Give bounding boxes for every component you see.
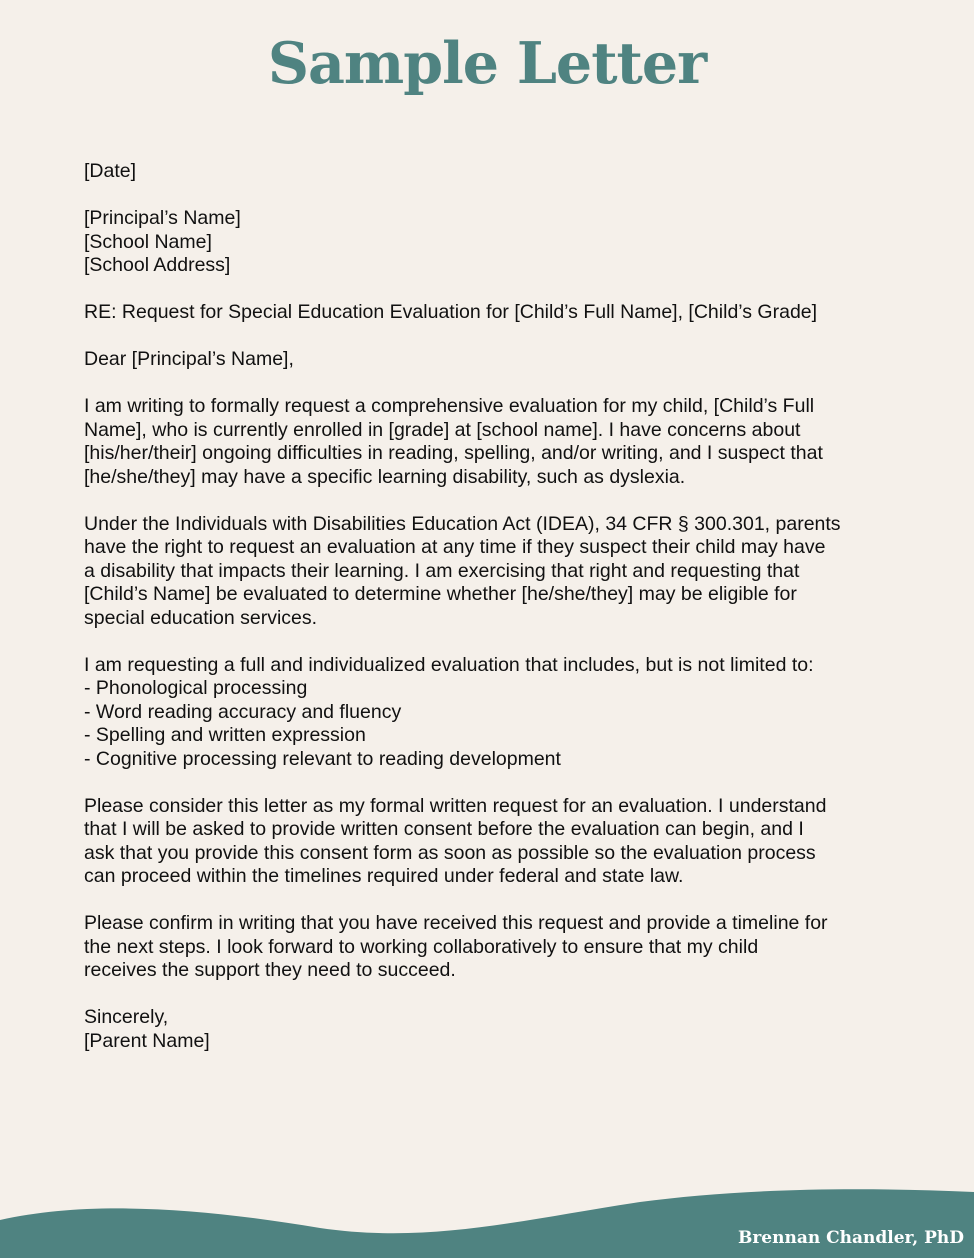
list-item: - Cognitive processing relevant to reading development [84,747,561,770]
paragraph-line: a disability that impacts their learning. I am exercising that right and requesting that [84,559,800,582]
page-title: Sample Letter [267,30,707,97]
paragraph-line: Please confirm in writing that you have received this request and provide a timeline for [84,912,828,934]
paragraph-4 [84,912,914,983]
paragraph-line: [Child’s Name] be evaluated to determine whether [he/she/they] may be eligible for [84,583,797,605]
subject-line [84,301,914,325]
paragraph-line: the next steps. I look forward to working collaboratively to ensure that my child [84,935,759,958]
letter-date [84,160,914,184]
salutation-text: Dear [Principal’s Name], [84,348,294,370]
paragraph-line: [he/she/they] may have a specific learning disability, such as dyslexia. [84,465,686,488]
school-address: [School Address] [84,254,231,276]
subject-text: RE: Request for Special Education Evaluation for [Child’s Full Name], [Child’s Grade] [84,301,818,323]
evaluation-list [84,654,914,772]
paragraph-2 [84,513,914,631]
date-line: [Date] [84,160,137,182]
paragraph-line: Please consider this letter as my formal written request for an evaluation. I understand [84,794,827,817]
paragraph-line: Under the Individuals with Disabilities Education Act (IDEA), 34 CFR § 300.301, parents [84,512,841,535]
principal-name: [Principal’s Name] [84,207,241,229]
paragraph-line: can proceed within the timelines required under federal and state law. [84,865,684,887]
paragraph-line: ask that you provide this consent form as soon as possible so the evaluation process [84,841,816,864]
list-intro: I am requesting a full and individualized evaluation that includes, but is not limited to: [84,653,814,676]
paragraph-line: special education services. [84,606,318,629]
sign-off [84,1006,914,1053]
paragraph-line: I am writing to formally request a comprehensive evaluation for my child, [Child’s Full [84,395,815,417]
signature-name: [Parent Name] [84,1029,210,1052]
paragraph-3 [84,795,914,889]
school-name: [School Name] [84,230,212,253]
recipient-block [84,207,914,278]
paragraph-line: have the right to request an evaluation at any time if they suspect their child may have [84,536,826,558]
paragraph-line: [his/her/their] ongoing difficulties in reading, spelling, and/or writing, and I suspect that [84,442,823,464]
author-credit: Brennan Chandler, PhD [737,1228,964,1248]
closing: Sincerely, [84,1006,169,1028]
list-item: - Phonological processing [84,677,308,699]
paragraph-line: that I will be asked to provide written consent before the evaluation can begin, and I [84,818,804,840]
list-item: - Spelling and written expression [84,724,366,746]
list-item: - Word reading accuracy and fluency [84,700,402,723]
paragraph-1 [84,395,914,489]
paragraph-line: Name], who is currently enrolled in [grade] at [school name]. I have concerns about [84,418,801,441]
salutation [84,348,914,372]
letter-body [84,160,914,1077]
paragraph-line: receives the support they need to succeed. [84,959,456,981]
